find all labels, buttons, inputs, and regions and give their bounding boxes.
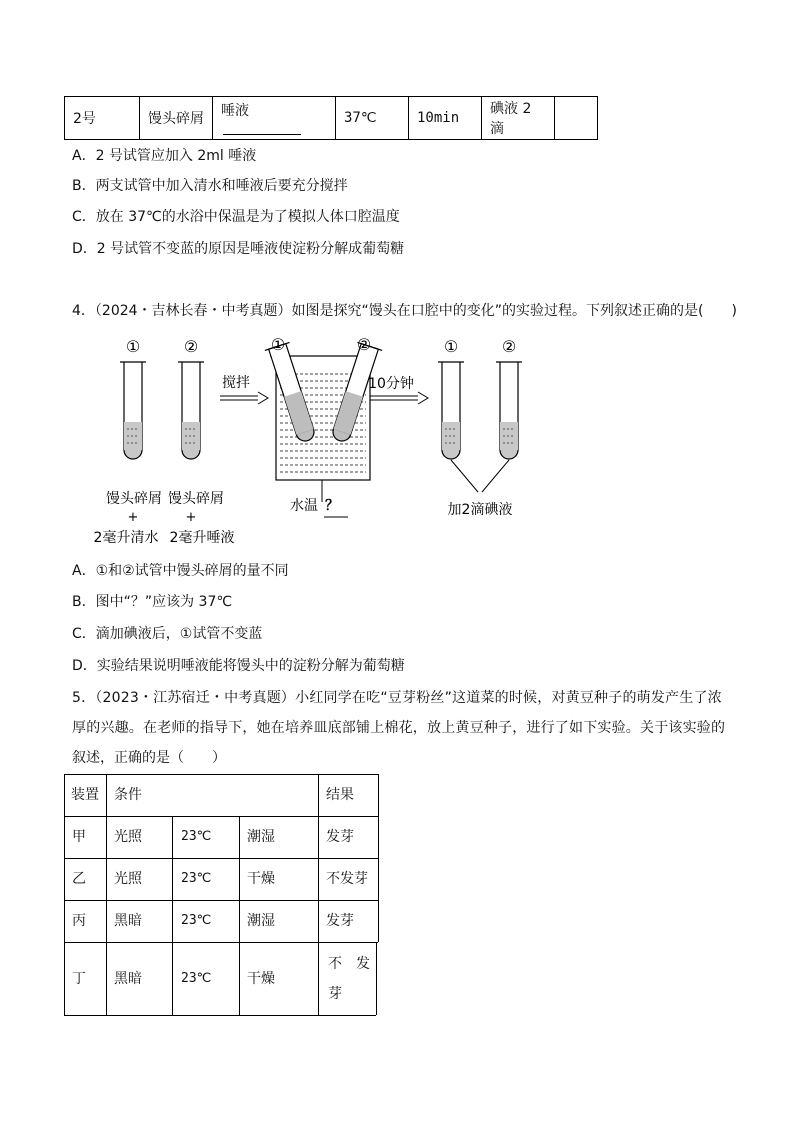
- question-stem-line2: 厚的兴趣。在老师的指导下，她在培养皿底部铺上棉花，放上黄豆种子，进行了如下实验。关于该实验的: [72, 720, 726, 736]
- cell-result-line1: 不 发: [328, 956, 370, 972]
- cell-light: 黑暗: [114, 971, 142, 987]
- arrow-right-icon: [370, 392, 428, 404]
- label-saliva: 2毫升唾液: [169, 530, 235, 546]
- cell-device: 乙: [72, 871, 86, 887]
- table-cell: [555, 97, 598, 140]
- cell-temp: 23℃: [181, 829, 212, 844]
- option-b: B．两支试管中加入清水和唾液后要充分搅拌: [72, 178, 348, 194]
- label-crumbs-1: 馒头碎屑: [106, 491, 162, 507]
- table-cell: 2号: [65, 97, 140, 140]
- option-c: C．滴加碘液后，①试管不变蓝: [72, 626, 263, 642]
- header-result: 结果: [326, 787, 354, 803]
- question-mark: ？: [325, 498, 339, 514]
- tube-number-1: ①: [270, 335, 286, 354]
- tube-number-2: ②: [183, 337, 199, 356]
- question-stem: 4．（2024・吉林长春・中考真题）如图是探究“馒头在口腔中的变化”的实验过程。下列叙述正确的是( ): [72, 303, 737, 319]
- water-temp-label: 水温: [290, 498, 318, 514]
- plus-sign-2: +: [185, 510, 197, 525]
- label-water: 2毫升清水: [93, 530, 159, 546]
- option-d: D．2 号试管不变蓝的原因是唾液使淀粉分解成葡萄糖: [72, 241, 405, 257]
- test-tube-1: [120, 362, 146, 459]
- cell-moisture: 干燥: [247, 871, 275, 887]
- option-c: C．放在 37℃的水浴中保温是为了模拟人体口腔温度: [72, 209, 400, 225]
- cell-result-line2: 芽: [328, 986, 342, 1002]
- table-cell: 碘液 2 滴: [482, 97, 555, 140]
- blank-underline: [223, 134, 301, 135]
- ten-minutes-label: 10分钟: [368, 376, 414, 392]
- header-condition: 条件: [114, 787, 142, 803]
- experiment-figure: [80, 332, 540, 552]
- cell-moisture: 潮湿: [247, 913, 275, 929]
- table-border: [239, 816, 240, 1015]
- table-border: [64, 1015, 376, 1016]
- cell-text: 唾液: [221, 103, 249, 119]
- table-border: [378, 774, 379, 942]
- iodine-label: 加2滴碘液: [447, 502, 513, 518]
- cell-result: 发芽: [326, 913, 354, 929]
- cell-temp: 23℃: [181, 871, 212, 886]
- cell-temp: 23℃: [181, 971, 212, 986]
- option-b: B．图中“？”应该为 37℃: [72, 594, 233, 610]
- question-stem-line3: 叙述，正确的是（ ）: [72, 750, 226, 766]
- table-border: [64, 858, 378, 859]
- cell-moisture: 潮湿: [247, 829, 275, 845]
- cell-result: 不发芽: [326, 871, 368, 887]
- table-border: [106, 774, 107, 1015]
- stir-label: 搅拌: [222, 375, 250, 391]
- cell-device: 丁: [72, 971, 86, 987]
- table-border: [64, 816, 378, 817]
- tube-number-1: ①: [125, 337, 141, 356]
- table-border: [64, 942, 378, 943]
- cell-light: 光照: [114, 829, 142, 845]
- table-cell: 37℃: [336, 97, 409, 140]
- header-device: 装置: [71, 787, 99, 803]
- table-border: [64, 774, 378, 775]
- test-tube-2-result: [496, 362, 522, 459]
- beaker-icon: [265, 342, 382, 480]
- option-a: A．①和②试管中馒头碎屑的量不同: [72, 563, 289, 579]
- cell-temp: 23℃: [181, 913, 212, 928]
- cell-moisture: 干燥: [247, 971, 275, 987]
- option-a: A．2 号试管应加入 2ml 唾液: [72, 148, 257, 164]
- question-stem-line1: 5．（2023・江苏宿迁・中考真题）小红同学在吃“豆芽粉丝”这道菜的时候，对黄豆种子的萌发产生了浓: [72, 690, 722, 706]
- table-cell: 馒头碎屑: [140, 97, 213, 140]
- test-tube-1-result: [438, 362, 464, 459]
- table-border: [172, 816, 173, 1015]
- tube-number-1: ①: [443, 337, 459, 356]
- tube-number-2: ②: [356, 335, 372, 354]
- table-border: [64, 774, 65, 1015]
- table-cell: 10min: [409, 97, 482, 140]
- table-row: [65, 97, 598, 140]
- cell-light: 黑暗: [114, 913, 142, 929]
- table-border: [64, 900, 378, 901]
- cell-device: 甲: [72, 829, 86, 845]
- table-border: [318, 774, 319, 1015]
- table-cell: [213, 97, 336, 140]
- experiment-table-top: [64, 96, 598, 140]
- test-tube-2: [178, 362, 204, 459]
- table-border: [376, 942, 377, 1015]
- tube-number-2: ②: [501, 337, 517, 356]
- option-d: D．实验结果说明唾液能将馒头中的淀粉分解为葡萄糖: [72, 658, 405, 674]
- cell-device: 丙: [72, 913, 86, 929]
- cell-light: 光照: [114, 871, 142, 887]
- cell-result: 发芽: [326, 829, 354, 845]
- arrow-right-icon: [220, 392, 268, 404]
- plus-sign-1: +: [127, 510, 139, 525]
- label-crumbs-2: 馒头碎屑: [168, 491, 224, 507]
